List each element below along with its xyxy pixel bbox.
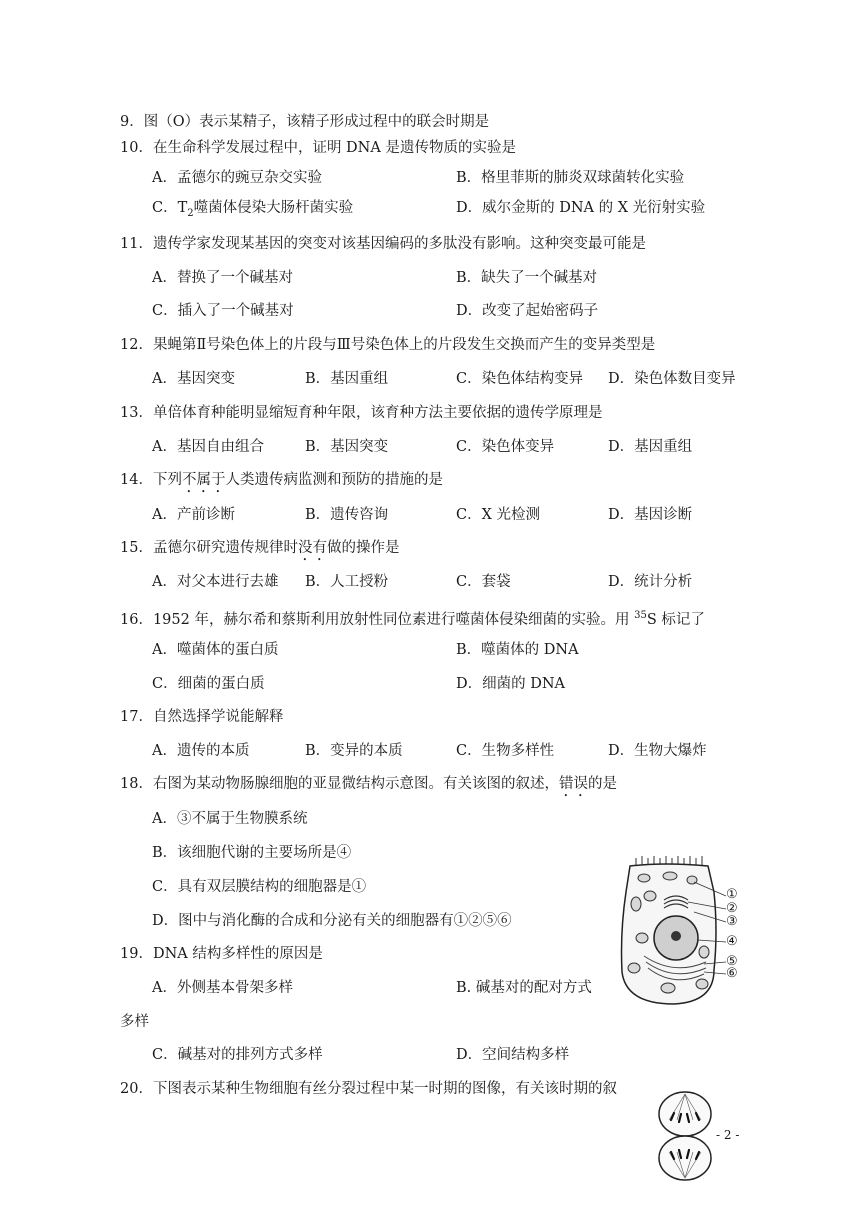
q19-option-b-continued: 多样 xyxy=(120,1014,149,1030)
q10-option-a: A．孟德尔的豌豆杂交实验 xyxy=(152,170,322,186)
question-15: 15．孟德尔研究遗传规律时没有做的操作是 xyxy=(120,540,400,556)
emphasis-text: 不属于 xyxy=(181,472,226,488)
figure-label-3: ③ xyxy=(726,914,738,929)
question-10: 10．在生命科学发展过程中，证明 DNA 是遗传物质的实验是 xyxy=(120,140,516,156)
q15-option-b: B．人工授粉 xyxy=(305,574,389,590)
q10-option-b: B．格里菲斯的肺炎双球菌转化实验 xyxy=(456,170,685,186)
q11-option-b: B．缺失了一个碱基对 xyxy=(456,270,598,286)
question-19: 19．DNA 结构多样性的原因是 xyxy=(120,946,323,962)
question-11: 11．遗传学家发现某基因的突变对该基因编码的多肽没有影响。这种突变最可能是 xyxy=(120,236,646,252)
figure-label-6: ⑥ xyxy=(726,966,738,981)
q17-option-a: A．遗传的本质 xyxy=(152,743,250,759)
q17-option-d: D．生物大爆炸 xyxy=(608,743,707,759)
question-13: 13．单倍体育种能明显缩短育种年限，该育种方法主要依据的遗传学原理是 xyxy=(120,405,603,421)
q10-option-c: C．$T_2$噬菌体侵染大肠杆菌实验 xyxy=(152,200,354,219)
q14-option-d: D．基因诊断 xyxy=(608,507,693,523)
emphasis-text: 错误 xyxy=(558,776,588,792)
q19-option-c: C．碱基对的排列方式多样 xyxy=(152,1047,323,1063)
q13-option-d: D．基因重组 xyxy=(608,439,693,455)
q18-option-a: A．③不属于生物膜系统 xyxy=(152,811,308,827)
page-number: - 2 - xyxy=(716,1128,740,1142)
q12-option-c: C．染色体结构变异 xyxy=(456,371,584,387)
question-20: 20．下图表示某种生物细胞有丝分裂过程中某一时期的图像，有关该时期的叙 xyxy=(120,1081,617,1097)
daughter-cell-bottom xyxy=(659,1136,711,1180)
q15-option-c: C．套袋 xyxy=(456,574,511,590)
q19-option-a: A．外侧基本骨架多样 xyxy=(152,980,293,996)
q14-option-c: C．X 光检测 xyxy=(456,507,541,523)
question-16: 16．1952 年，赫尔希和蔡斯利用放射性同位素进行噬菌体侵染细菌的实验。用 $^{35}$S 标记了 xyxy=(120,610,705,628)
q19-option-d: D．空间结构多样 xyxy=(456,1047,570,1063)
q11-option-d: D．改变了起始密码子 xyxy=(456,303,599,319)
q18-option-d: D．图中与消化酶的合成和分泌有关的细胞器有①②⑤⑥ xyxy=(152,913,512,929)
q14-option-b: B．遗传咨询 xyxy=(305,507,389,523)
daughter-cell-top xyxy=(659,1092,711,1136)
q12-option-a: A．基因突变 xyxy=(152,371,235,387)
q17-option-b: B．变异的本质 xyxy=(305,743,403,759)
question-9: 9．图（O）表示某精子，该精子形成过程中的联会时期是 xyxy=(120,114,490,130)
q12-option-d: D．染色体数目变异 xyxy=(608,371,736,387)
q13-option-c: C．染色体变异 xyxy=(456,439,555,455)
q10-option-d: D．威尔金斯的 DNA 的 X 光衍射实验 xyxy=(456,200,706,216)
figure-label-2: ② xyxy=(726,901,738,916)
intestinal-cell-figure xyxy=(614,852,744,1012)
figure-label-5: ⑤ xyxy=(726,954,738,969)
q16-option-b: B．噬菌体的 DNA xyxy=(456,642,579,658)
figure-label-1: ① xyxy=(726,887,738,902)
q17-option-c: C．生物多样性 xyxy=(456,743,555,759)
q11-option-c: C．插入了一个碱基对 xyxy=(152,303,294,319)
figure-label-4: ④ xyxy=(726,934,738,949)
q16-option-a: A．噬菌体的蛋白质 xyxy=(152,642,279,658)
emphasis-text: 没有 xyxy=(297,540,327,556)
q18-option-b: B．该细胞代谢的主要场所是④ xyxy=(152,845,352,861)
mitosis-figure xyxy=(655,1090,715,1186)
question-17: 17．自然选择学说能解释 xyxy=(120,709,284,725)
q19-option-b: B. 碱基对的配对方式 xyxy=(456,980,592,996)
q13-option-a: A．基因自由组合 xyxy=(152,439,264,455)
q14-option-a: A．产前诊断 xyxy=(152,507,235,523)
question-18: 18．右图为某动物肠腺细胞的亚显微结构示意图。有关该图的叙述，错误的是 xyxy=(120,776,617,792)
q16-option-c: C．细菌的蛋白质 xyxy=(152,676,265,692)
mitochondrion xyxy=(638,874,650,882)
q11-option-a: A．替换了一个碱基对 xyxy=(152,270,293,286)
q12-option-b: B．基因重组 xyxy=(305,371,389,387)
q16-option-d: D．细菌的 DNA xyxy=(456,676,566,692)
question-14: 14．下列不属于人类遗传病监测和预防的措施的是 xyxy=(120,472,443,488)
q15-option-d: D．统计分析 xyxy=(608,574,693,590)
q18-option-c: C．具有双层膜结构的细胞器是① xyxy=(152,879,367,895)
nucleolus xyxy=(671,931,681,941)
q15-option-a: A．对父本进行去雄 xyxy=(152,574,279,590)
q13-option-b: B．基因突变 xyxy=(305,439,389,455)
question-12: 12．果蝇第Ⅱ号染色体上的片段与Ⅲ号染色体上的片段发生交换而产生的变异类型是 xyxy=(120,337,656,353)
